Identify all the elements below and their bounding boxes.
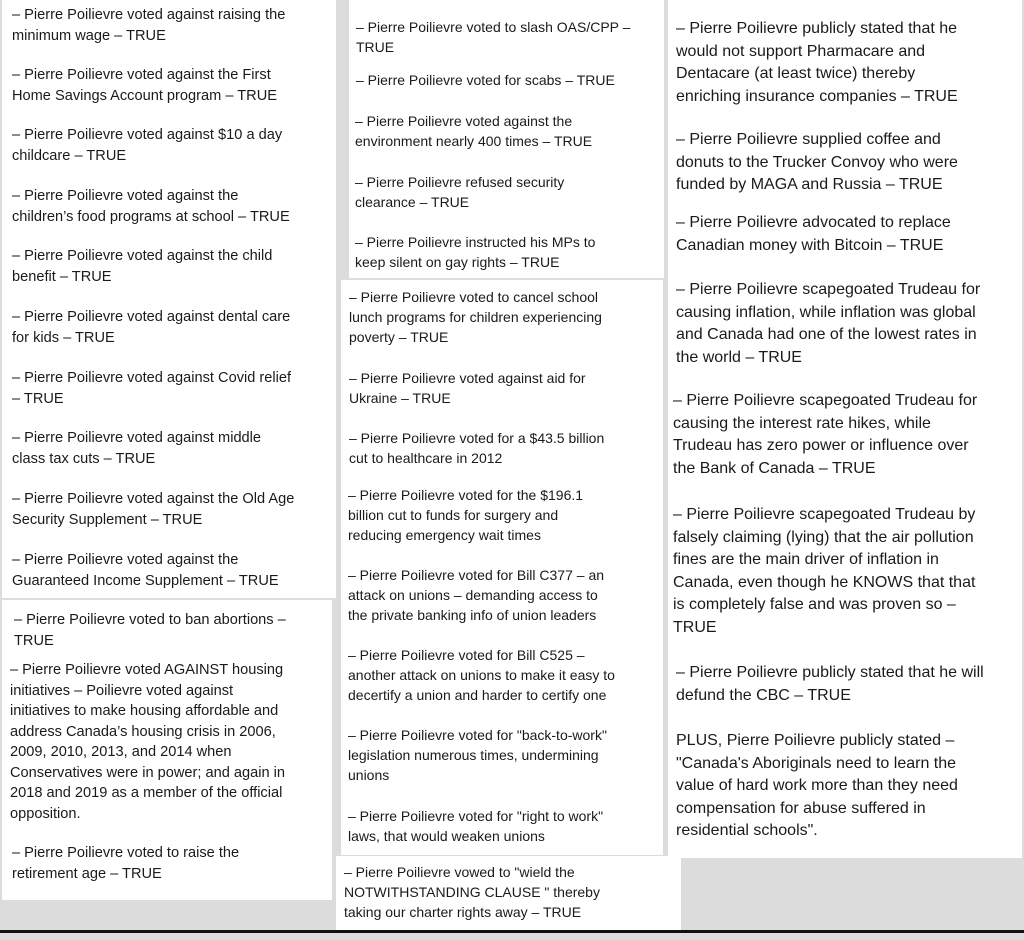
left-item-9: – Pierre Poilievre voted against the Old Age Security Supplement – TRUE	[12, 491, 295, 528]
right-item-1: – Pierre Poilievre publicly stated that he would not support Pharmacare and Dentacare (at least twice) thereby enriching insurance companies – TRUE	[676, 20, 958, 105]
right-item-2: – Pierre Poilievre supplied coffee and donuts to the Trucker Convoy who were funded by MAGA and Russia – TRUE	[676, 131, 958, 193]
middle-item-7: – Pierre Poilievre voted against aid for Ukraine – TRUE	[349, 370, 586, 406]
middle-item-8: – Pierre Poilievre voted for a $43.5 billion cut to healthcare in 2012	[349, 430, 605, 466]
right-item-7: – Pierre Poilievre publicly stated that he will defund the CBC – TRUE	[676, 664, 984, 704]
middle-item-3: – Pierre Poilievre voted against the environment nearly 400 times – TRUE	[355, 113, 593, 149]
right-item-6: – Pierre Poilievre scapegoated Trudeau by falsely claiming (lying) that the air pollution fines are the main driver of inflation in Canada, even though he KNOWS that that is completely false and was proven so – TRUE	[673, 506, 976, 636]
middle-item-12: – Pierre Poilievre voted for "back-to-work" legislation numerous times, undermining unions	[348, 727, 607, 783]
left-item-5: – Pierre Poilievre voted against the child benefit – TRUE	[12, 248, 273, 285]
left-item-11: – Pierre Poilievre voted to ban abortions – TRUE	[14, 612, 286, 649]
right-item-3: – Pierre Poilievre advocated to replace Canadian money with Bitcoin – TRUE	[676, 214, 951, 254]
left-item-8: – Pierre Poilievre voted against middle class tax cuts – TRUE	[12, 430, 262, 467]
middle-item-6: – Pierre Poilievre voted to cancel school lunch programs for children experiencing poverty – TRUE	[349, 289, 602, 345]
middle-item-10: – Pierre Poilievre voted for Bill C377 – an attack on unions – demanding access to the private banking info of union leaders	[348, 567, 605, 623]
middle-item-1: – Pierre Poilievre voted to slash OAS/CPP – TRUE	[356, 19, 631, 55]
middle-item-9: – Pierre Poilievre voted for the $196.1 billion cut to funds for surgery and reducing emergency wait times	[348, 487, 584, 543]
middle-item-14: – Pierre Poilievre vowed to "wield the NOTWITHSTANDING CLAUSE " thereby taking our charter rights away – TRUE	[344, 864, 600, 920]
middle-item-11: – Pierre Poilievre voted for Bill C525 – another attack on unions to make it easy to decertify a union and harder to certify one	[348, 647, 615, 703]
right-item-5: – Pierre Poilievre scapegoated Trudeau for causing the interest rate hikes, while Trudeau has zero power or influence over the Bank of Canada – TRUE	[673, 392, 978, 477]
left-item-4: – Pierre Poilievre voted against the children’s food programs at school – TRUE	[12, 188, 290, 225]
left-item-3: – Pierre Poilievre voted against $10 a day childcare – TRUE	[12, 127, 283, 164]
right-item-8: PLUS, Pierre Poilievre publicly stated – "Canada's Aboriginals need to learn the value of hard work more than they need compensation for abuse suffered in residential schools".	[676, 732, 958, 839]
middle-item-5: – Pierre Poilievre instructed his MPs to keep silent on gay rights – TRUE	[355, 234, 596, 270]
bottom-border	[0, 930, 1024, 933]
middle-item-2: – Pierre Poilievre voted for scabs – TRUE	[356, 72, 615, 88]
left-item-2: – Pierre Poilievre voted against the First Home Savings Account program – TRUE	[12, 67, 277, 104]
right-item-4: – Pierre Poilievre scapegoated Trudeau for causing inflation, while inflation was global and Canada had one of the lowest rates in the world – TRUE	[676, 281, 981, 366]
left-item-12: – Pierre Poilievre voted AGAINST housing initiatives – Poilievre voted against initiatives to make housing affordable and address Canada’s housing crisis in 2006, 2009, 2010, 2013, and 2014 when Conservatives were in power; and again in 2018 and 2019 as a member of the official opposition.	[10, 662, 286, 822]
left-item-7: – Pierre Poilievre voted against Covid relief – TRUE	[12, 370, 292, 407]
middle-item-13: – Pierre Poilievre voted for "right to work" laws, that would weaken unions	[348, 808, 604, 844]
middle-item-4: – Pierre Poilievre refused security clearance – TRUE	[355, 174, 565, 210]
left-item-6: – Pierre Poilievre voted against dental care for kids – TRUE	[12, 309, 291, 346]
left-item-10: – Pierre Poilievre voted against the Guaranteed Income Supplement – TRUE	[12, 552, 279, 589]
left-item-1: – Pierre Poilievre voted against raising the minimum wage – TRUE	[12, 7, 286, 44]
left-item-13: – Pierre Poilievre voted to raise the retirement age – TRUE	[12, 845, 240, 882]
